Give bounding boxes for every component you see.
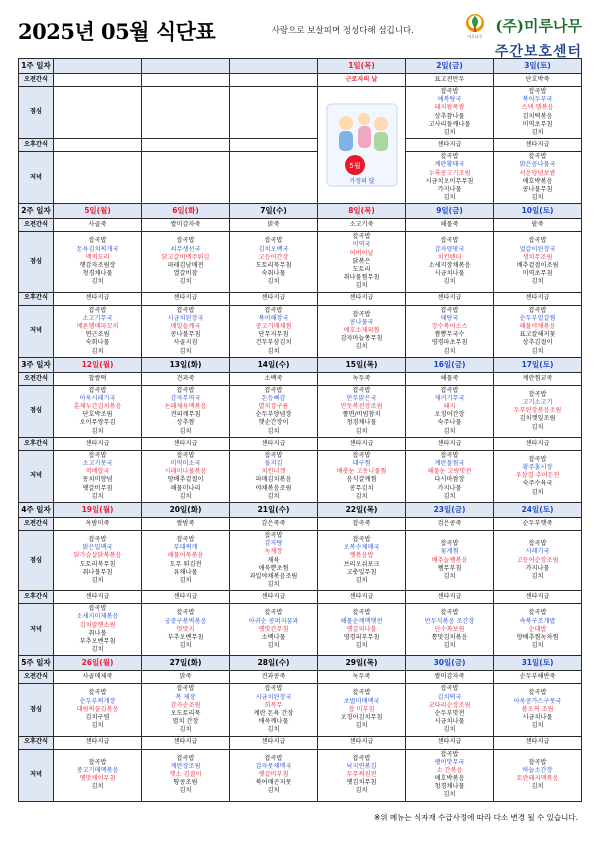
dinner-cell: 잡곡밥 낙지연볶김 두무찌짐전 옛김치무침 김치: [318, 749, 406, 801]
row-label-lunch: 점심: [19, 232, 54, 292]
day-header: [142, 59, 230, 74]
afternoon-snack-cell: 센타지급: [54, 437, 142, 450]
lunch-row: [19, 684, 582, 736]
lunch-row: [19, 87, 582, 139]
dinner-cell: 잡곡밥 쇽북구조개밥 순대밥 양배추찜녹차찜 김치: [494, 604, 582, 656]
week-header-row: [19, 502, 582, 517]
week-header-row: [19, 656, 582, 671]
afternoon-snack-cell: 센타지급: [318, 736, 406, 749]
lunch-cell: 잡곡밥 부대찌개 해물어묵볶음 도무 튀김전 유채나물 김치: [142, 530, 230, 590]
dinner-row: [19, 450, 582, 502]
day-header: 19일(월): [54, 502, 142, 517]
morning-snack-row: [19, 372, 582, 385]
lunch-row: [19, 530, 582, 590]
lunch-cell: 잡곡밥 맑은밀맥국 닭가슴살닭북볶음 도토리묵무침 취나물무침 김치: [54, 530, 142, 590]
page-header: [18, 8, 582, 60]
lunch-cell: 잡곡밥 쇠무생선국 닭고갈비맥주튀김 파래김남매전 열갈비잠 김치: [142, 232, 230, 292]
morning-snack-cell: 순두부햇죽: [494, 517, 582, 530]
morning-snack-cell: 녹두죽: [318, 671, 406, 684]
morning-snack-cell: 팥죽: [494, 219, 582, 232]
svg-text:5월: 5월: [348, 162, 361, 171]
afternoon-snack-cell: 센타지급: [230, 591, 318, 604]
row-label-lunch: 점심: [19, 87, 54, 139]
afternoon-snack-cell: 센타지급: [494, 736, 582, 749]
holiday-poster-icon: [318, 88, 405, 202]
morning-snack-cell: [230, 74, 318, 87]
dinner-cell: 잡곡밥 순두부얼갈찜 해물야채볶음 표고칼해지꽃 상추김절이 김치: [494, 305, 582, 357]
dinner-cell: 잡곡밥 만두식볶음 조간장 단수짜보림 통맛김치볶음 김치: [406, 604, 494, 656]
lunch-cell: 잡곡밥 아욱시래기국 훈제누간김치볶음 단호박조림 오이무쌍무김 김치: [54, 385, 142, 437]
afternoon-snack-cell: 센타지급: [406, 736, 494, 749]
day-header: 12일(월): [54, 357, 142, 372]
lunch-cell: 잡곡밥 초벌미매맥국 잡 미부침 오징어김치무침 김치: [318, 684, 406, 736]
morning-snack-cell: [142, 74, 230, 87]
afternoon-snack-cell: 센타지급: [494, 139, 582, 152]
lunch-cell: 잡곡밥 감자무역국 논패제육맥볶음 견피깨무침 상추쌈 김치: [142, 385, 230, 437]
lunch-row: [19, 385, 582, 437]
lunch-cell: 잡곡밥 순두부찌개장 대림찌꿀김볶음 김치구염 김치: [54, 684, 142, 736]
afternoon-snack-cell: 센타지급: [318, 437, 406, 450]
afternoon-snack-cell: 센타지급: [230, 292, 318, 305]
morning-snack-cell: 순두부해반죽: [494, 671, 582, 684]
dinner-cell: 잡곡밥 팽이맛무국 소 간볶음 애호박볶음 청경채나물 김치: [406, 749, 494, 801]
morning-snack-row: [19, 517, 582, 530]
day-header: 10일(토): [494, 204, 582, 219]
morning-snack-cell: 맑죽: [142, 671, 230, 684]
morning-snack-cell: 견과죽: [142, 372, 230, 385]
morning-snack-cell: 계란찜교죽: [494, 372, 582, 385]
day-header: 2일(금): [406, 59, 494, 74]
day-header: 23일(금): [406, 502, 494, 517]
dinner-cell: 잡곡밥 황주홍시장 우삼겹 추어돈전 숙주수육국 김치: [494, 450, 582, 502]
morning-snack-cell: 사골매제죽: [54, 671, 142, 684]
tree-logo-icon: [460, 10, 490, 40]
row-label-afternoon-snack: 오후간식: [19, 292, 54, 305]
row-label-lunch: 점심: [19, 385, 54, 437]
row-label-morning-snack: 오전간식: [19, 219, 54, 232]
lunch-cell: 잡곡밥 감자탕 녹채장 제육 애욱뿐초찜 과일야채볶음조림 김치: [230, 530, 318, 590]
afternoon-snack-cell: 센타지급: [494, 591, 582, 604]
dinner-cell: 잡곡밥 계란장조림 햇소 김절이 땅콩조림 김치: [142, 749, 230, 801]
afternoon-snack-cell: [142, 139, 230, 152]
row-label-afternoon-snack: 오후간식: [19, 591, 54, 604]
dinner-cell: 잡곡밥 미역미소국 시래미나물볶음 양배추겉절이 해물미나리 김치: [142, 450, 230, 502]
dinner-cell: 잡곡밥 애탕국 장수북어소스 짬뽕무국수 영경파초무침 김치: [406, 305, 494, 357]
dinner-row: [19, 749, 582, 801]
morning-snack-cell: 찹쌀떡: [54, 372, 142, 385]
dinner-cell: 잡곡밥 하늘소간장 토란돼지맥볶음 김치: [494, 749, 582, 801]
morning-snack-cell: 쌀밤죽: [142, 517, 230, 530]
lunch-cell: 잡곡밥 시래기국 고등어순장조림 가지나물 김치: [494, 530, 582, 590]
morning-snack-cell: 근로자의 날: [318, 74, 406, 87]
day-header: 26일(월): [54, 656, 142, 671]
lunch-cell: 잡곡밥 감자양팟국 치킨텐더 소세지장채볶음 시금치나물 김치: [406, 232, 494, 292]
dinner-cell: 잡곡밥 북어해장국 중고기매제찜 단무지무침 건두부삼김치 김치: [230, 305, 318, 357]
afternoon-snack-cell: 센타지급: [142, 292, 230, 305]
svg-text:미루나무: 미루나무: [467, 34, 484, 39]
afternoon-snack-cell: 센타지급: [54, 736, 142, 749]
brand-name: (주)미루나무: [495, 16, 582, 35]
afternoon-snack-row: [19, 139, 582, 152]
morning-snack-cell: 견과콩죽: [230, 671, 318, 684]
afternoon-snack-cell: [230, 139, 318, 152]
lunch-row: [19, 232, 582, 292]
afternoon-snack-cell: 센타지급: [318, 292, 406, 305]
morning-snack-cell: [54, 74, 142, 87]
slogan-text: 사랑으로 보살피며 정성다해 섬깁니다.: [271, 26, 414, 36]
morning-snack-cell: 감은죽죽: [230, 517, 318, 530]
afternoon-snack-cell: 센타지급: [406, 292, 494, 305]
svg-text:가정의 달: 가정의 달: [348, 178, 375, 186]
lunch-cell: 잡곡밥 오복수제매국 옛볶음밥 브리오쉬포크 고춧잎무침 김치: [318, 530, 406, 590]
day-header: 20일(화): [142, 502, 230, 517]
morning-snack-cell: 표고전만두: [406, 74, 494, 87]
lunch-cell: 잡곡밥 김치오백국 고등어간장 도토리묵무침 숙취나물 김치: [230, 232, 318, 292]
afternoon-snack-cell: 센타지급: [230, 736, 318, 749]
dinner-cell: [142, 152, 230, 204]
day-header: 9일(금): [406, 204, 494, 219]
row-label-dinner: 저녁: [19, 604, 54, 656]
afternoon-snack-cell: 센타지급: [54, 292, 142, 305]
morning-snack-cell: 해물죽: [406, 372, 494, 385]
afternoon-snack-cell: 센타지급: [142, 591, 230, 604]
day-header: [54, 59, 142, 74]
row-label-afternoon-snack: 오후간식: [19, 736, 54, 749]
lunch-cell: [142, 87, 230, 139]
dinner-cell: 잡곡밥 소고기뭇국 적배합국 동치미양념 옛갈비무침 김치: [54, 450, 142, 502]
dinner-cell: 잡곡밥 소고기무국 메론햄매파꼬치 연근조림 숙회나물 김치: [54, 305, 142, 357]
morning-snack-cell: 맑죽: [230, 219, 318, 232]
row-label-morning-snack: 오전간식: [19, 517, 54, 530]
lunch-cell: 잡곡밥 얼갈이된장국 생치무조림 배추겉절이조림 미역초무침 김치: [494, 232, 582, 292]
morning-snack-cell: 옥밤미죽: [54, 517, 142, 530]
lunch-cell: 잡곡밥 아욱콩가스구뭇국 봄오찌 조림 시금치나물 김치: [494, 684, 582, 736]
day-header: 22일(목): [318, 502, 406, 517]
day-header: 7일(수): [230, 204, 318, 219]
morning-snack-row: [19, 671, 582, 684]
afternoon-snack-cell: 센타지급: [406, 437, 494, 450]
week-header-row: [19, 204, 582, 219]
dinner-row: [19, 604, 582, 656]
afternoon-snack-row: [19, 736, 582, 749]
afternoon-snack-cell: 센타지급: [142, 736, 230, 749]
day-header: 13일(화): [142, 357, 230, 372]
afternoon-snack-cell: 센타지급: [494, 437, 582, 450]
morning-snack-cell: 단호박죽: [494, 74, 582, 87]
dinner-cell: 잡곡밥 돌지김 치킨너겟 파매김치볶음 야채볶음조림 김치: [230, 450, 318, 502]
day-header: 8일(목): [318, 204, 406, 219]
day-header: 31일(토): [494, 656, 582, 671]
afternoon-snack-cell: 센타지급: [494, 292, 582, 305]
week-header-row: [19, 357, 582, 372]
lunch-cell: 잡곡밥 시금치된장국 희목무 계란 돈육 간장 애욱깨나물 김치: [230, 684, 318, 736]
morning-snack-cell: 쌀미감자죽: [406, 671, 494, 684]
afternoon-snack-cell: 센타지급: [406, 591, 494, 604]
dinner-cell: 잡곡밥 아귀순 콩퍼지꿈과 옛맛간무침 소백나물 김치: [230, 604, 318, 656]
dinner-cell: 잡곡밥 소세지미제볶음 김치말햇소림 취나물 부추오벤무침 김치: [54, 604, 142, 656]
morning-snack-row: [19, 219, 582, 232]
morning-snack-row: [19, 74, 582, 87]
poster-cell: [318, 87, 406, 204]
morning-snack-cell: 사골죽: [54, 219, 142, 232]
day-header: 29일(목): [318, 656, 406, 671]
day-header: 6일(화): [142, 204, 230, 219]
lunch-cell: [54, 87, 142, 139]
afternoon-snack-row: [19, 292, 582, 305]
row-label-lunch: 점심: [19, 684, 54, 736]
afternoon-snack-cell: 센타지급: [318, 591, 406, 604]
dinner-cell: 잡곡밥 감자뭇채맥국 옛갈비부침 북어매곤지뭇 김치: [230, 749, 318, 801]
afternoon-snack-cell: [54, 139, 142, 152]
week-label: 3주 일자: [19, 357, 54, 372]
row-label-dinner: 저녁: [19, 749, 54, 801]
day-header: 1일(목): [318, 59, 406, 74]
dinner-cell: 잡곡밥 중고기매맥볶음 옛맛채이무침 김치: [54, 749, 142, 801]
morning-snack-cell: 녹두죽: [318, 372, 406, 385]
morning-snack-cell: 소백죽: [230, 372, 318, 385]
lunch-cell: 잡곡밥 돈등뼈감 멸치장구름 순두부양념장 햇순간장이 김치: [230, 385, 318, 437]
day-header: 27일(화): [142, 656, 230, 671]
day-header: 17일(토): [494, 357, 582, 372]
dinner-cell: 잡곡밥 계란물찜국 해물눈 고랑맛전 다시마쌈장 가지나물 김치: [406, 450, 494, 502]
row-label-dinner: 저녁: [19, 450, 54, 502]
brand-block: [460, 8, 582, 61]
morning-snack-cell: 검은콩죽: [406, 517, 494, 530]
lunch-cell: 잡곡밥 재거기무국 돼지 오징어간장 숙주나물 김치: [406, 385, 494, 437]
day-header: 30일(금): [406, 656, 494, 671]
morning-snack-cell: 쌀미감자죽: [142, 219, 230, 232]
lunch-cell: 잡곡밥 북어두부국 스낵 햄볶음 김치떡볶음 미역초무침 김치: [494, 87, 582, 139]
week-label: 5주 일자: [19, 656, 54, 671]
day-header: 28일(수): [230, 656, 318, 671]
lunch-cell: 잡곡밥 꽃게찜 배추늘쨈볶음 쨈무부침 김치: [406, 530, 494, 590]
morning-snack-cell: 해물죽: [406, 219, 494, 232]
day-header: 14일(수): [230, 357, 318, 372]
row-label-afternoon-snack: 오후간식: [19, 139, 54, 152]
day-header: 16일(금): [406, 357, 494, 372]
lunch-cell: 잡곡밥 고기소고기 두부된장볶음조림 김치깻잎조림 김치: [494, 385, 582, 437]
afternoon-snack-cell: 센타지급: [54, 591, 142, 604]
page-title: 2025년 05월 식단표: [18, 19, 216, 44]
lunch-cell: [230, 87, 318, 139]
dinner-cell: 잡곡밥 대구찜 배춧눈 고동나물찜 음식갈깨찜 콩무김치 김치: [318, 450, 406, 502]
afternoon-snack-cell: 센타지급: [142, 437, 230, 450]
week-label: 1주 일자: [19, 59, 54, 74]
lunch-cell: 잡곡밥 김치떡국 코다리순장조림 순두부맛전 시금치나물 김치: [406, 684, 494, 736]
row-label-lunch: 점심: [19, 530, 54, 590]
row-label-morning-snack: 오전간식: [19, 74, 54, 87]
dinner-cell: 잡곡밥 해물순깨맥햇전 옛갈피나물 영경피부무침 김치: [318, 604, 406, 656]
dinner-row: [19, 152, 582, 204]
day-header: 3일(토): [494, 59, 582, 74]
afternoon-snack-row: [19, 437, 582, 450]
row-label-dinner: 저녁: [19, 305, 54, 357]
afternoon-snack-row: [19, 591, 582, 604]
row-label-dinner: 저녁: [19, 152, 54, 204]
day-header: [230, 59, 318, 74]
dinner-cell: [54, 152, 142, 204]
menu-table: [18, 58, 582, 802]
dinner-cell: 잡곡밥 콩나물국 애호소재피찜 감자마늘쫑무침 김치: [318, 305, 406, 357]
row-label-morning-snack: 오전간식: [19, 671, 54, 684]
lunch-cell: 잡곡밥 복 제장 감자순조림 오도토리묵 멸치 간장 김치: [142, 684, 230, 736]
day-header: 21일(수): [230, 502, 318, 517]
row-label-morning-snack: 오전간식: [19, 372, 54, 385]
day-header: 5일(월): [54, 204, 142, 219]
morning-snack-cell: 소고기죽: [318, 219, 406, 232]
afternoon-snack-cell: 센타지급: [406, 139, 494, 152]
dinner-cell: 잡곡밥 계란황태국 누룩콩고기조림 시금치오이무무침 가지나물 김치: [406, 152, 494, 204]
dinner-cell: 잡곡밥 궁중구볶벽볶음 멋맛지 부추오벤무침 김치: [142, 604, 230, 656]
day-header: 24일(토): [494, 502, 582, 517]
lunch-cell: 잡곡밥 돈육김치찌개국 맥적도리 햇감자조림장 청경채나물 김치: [54, 232, 142, 292]
dinner-cell: [230, 152, 318, 204]
row-label-afternoon-snack: 오후간식: [19, 437, 54, 450]
morning-snack-cell: 잡곡죽: [318, 517, 406, 530]
dinner-row: [19, 305, 582, 357]
afternoon-snack-cell: 센타지급: [230, 437, 318, 450]
week-label: 4주 일자: [19, 502, 54, 517]
dinner-cell: 잡곡밥 시금치된장국 메밀들깨국 콩나물무침 사골지짐 김치: [142, 305, 230, 357]
footnote: ※위 메뉴는 식자재 수급사정에 따라 다소 변경 될 수 있습니다.: [373, 812, 578, 822]
brand-subtitle: 주간보호센터: [494, 44, 582, 60]
lunch-cell: 잡곡밥 만두맑은국 만둣복전장조림 쫄면/비빔참치 청경채나물 김치: [318, 385, 406, 437]
lunch-cell: 잡곡밥 애복탕국 돼지왕폭쌈 상추참나물 고사리돌깨나물 김치: [406, 87, 494, 139]
week-label: 2주 일자: [19, 204, 54, 219]
lunch-cell: 잡곡밥 미역국 어버이날 닭볶은 도토리 취나물찜무침 김치: [318, 232, 406, 292]
day-header: 15일(목): [318, 357, 406, 372]
dinner-cell: 잡곡밥 맑은콩나물국 서운양념보쌈 애호박볶음 콩나물무침 김치: [494, 152, 582, 204]
